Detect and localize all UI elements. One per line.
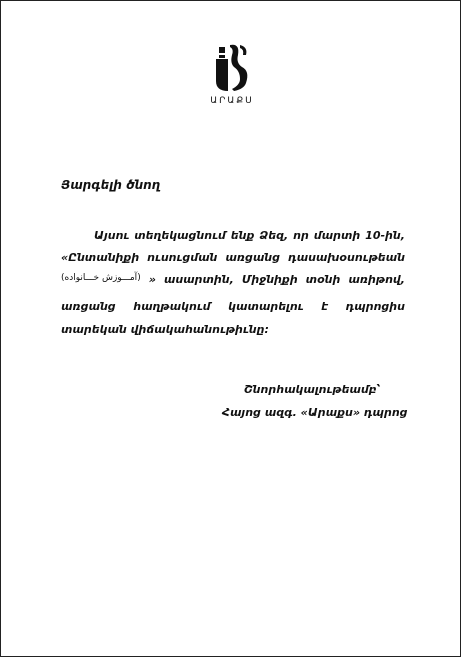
letter-line-5: տարեկան վիճակահանութիւնը: [61,323,269,336]
signature-school: Հայոց ազգ. «Արաքս» դպրոց [222,406,408,419]
word: տեղեկացնում [134,229,226,242]
word: 10-ին, [365,229,405,242]
letter-line-4 [61,300,405,313]
word: Միջնիքի [241,273,298,286]
word: առցանց [61,300,116,313]
letter-greeting: Յարգելի ծնող [61,178,161,192]
logo-emblem-icon [210,41,254,93]
word: դասախօսութեան [287,251,405,264]
word: Այսու [94,229,130,242]
word: առիթով, [348,273,405,286]
logo-text: ԱՐԱՔՍ [210,96,254,106]
word: ուսուցման [147,251,218,264]
letter-line-1 [94,229,405,242]
word: տօնի [305,273,341,286]
word: կատարելու [228,300,304,313]
word: առցանց [225,251,281,264]
letter-line-3 [61,273,405,286]
word: » [148,273,156,286]
signature-closing: Շնորհակալութեամբ՝ [244,383,381,396]
word: դպրոցիս [345,300,405,313]
word: «Ընտանիքի [61,251,140,264]
word: մարտի [313,229,361,242]
word: է [321,300,329,313]
letter-line-2 [61,251,405,264]
persian-phrase: (آمـــوزش خـــانواده) [61,273,141,283]
word: ասարտին, [163,273,234,286]
word: հաղթակում [133,300,211,313]
word: որ [293,229,309,242]
word: ենք [230,229,255,242]
word: Ձեզ, [259,229,289,242]
school-logo [204,41,260,111]
